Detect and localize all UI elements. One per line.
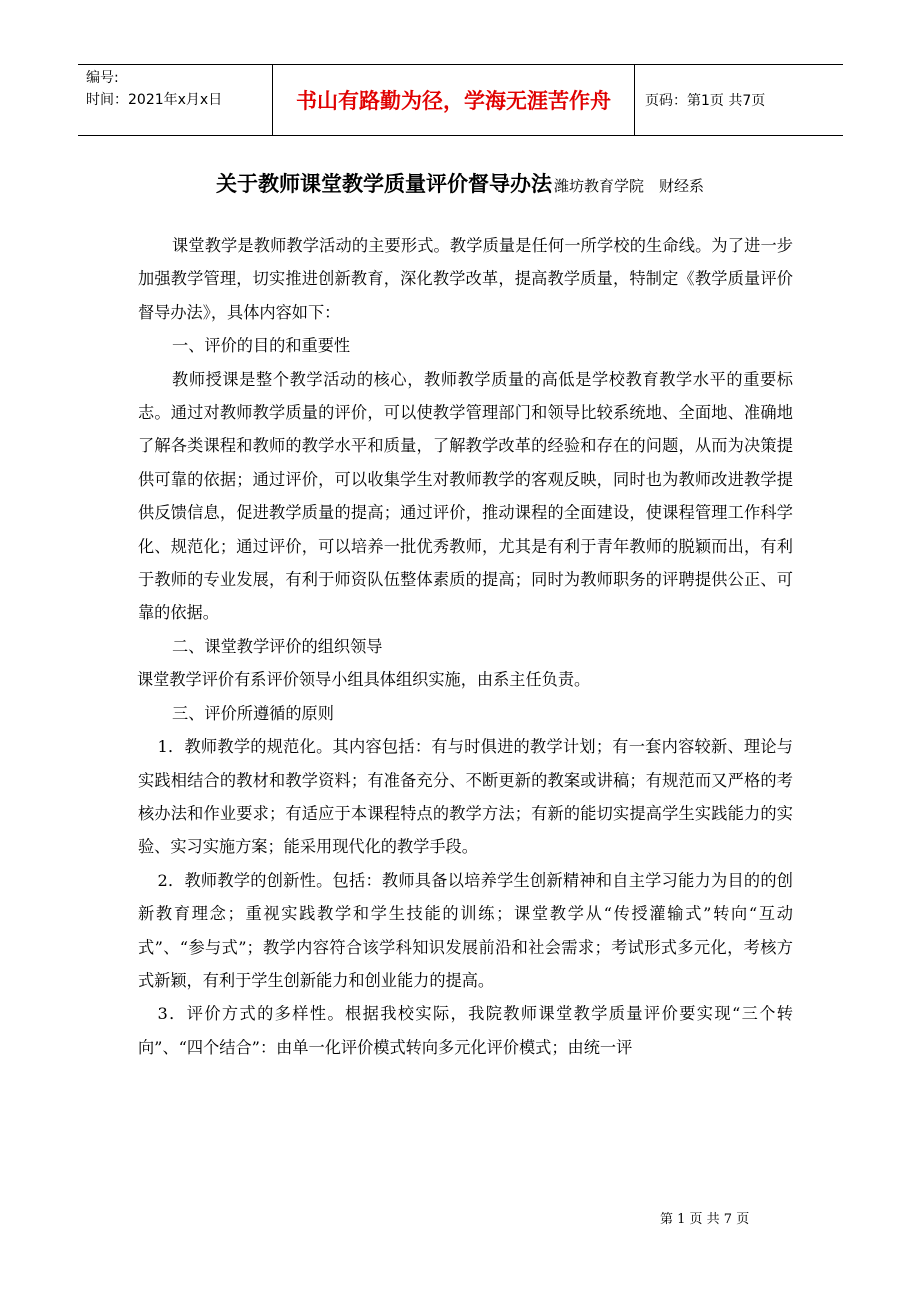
principle-2-paragraph: 2．教师教学的创新性。包括：教师具备以培养学生创新精神和自主学习能力为目的的创新教育理念；重视实践教学和学生技能的训练；课堂教学从“传授灌输式”转向“互动式”、“参与式”；教学内容符合该学科知识发展前沿和社会需求；考试形式多元化，考核方式新颖，有利于学生创新能力和创业能力的提高。 bbox=[138, 870, 793, 990]
page-footer: 第 1 页 共 7 页 bbox=[660, 1212, 750, 1227]
section-1-paragraph: 教师授课是整个教学活动的核心，教师教学质量的高低是学校教育教学水平的重要标志。通过对教师教学质量的评价，可以使教学管理部门和领导比较系统地、全面地、准确地了解各类课程和教师的教学水平和质量，了解教学改革的经验和存在的问题，从而为决策提供可靠的依据；通过评价，可以收集学生对教师教学的客观反映，同时也为教师改进教学提供反馈信息，促进教学质量的提高；通过评价，推动课程的全面建设，使课程管理工作科学化、规范化；通过评价，可以培养一批优秀教师，尤其是有利于青年教师的脱颖而出，有利于教师的专业发展，有利于师资队伍整体素质的提高；同时为教师职务的评聘提供公正、可靠的依据。 bbox=[138, 369, 793, 623]
header-page-code: 页码：第1页 共7页 bbox=[645, 93, 766, 109]
number-label: 编号: bbox=[86, 70, 119, 86]
document-body bbox=[138, 229, 793, 1064]
principle-1-paragraph: 1．教师教学的规范化。其内容包括：有与时俱进的教学计划；有一套内容较新、理论与实践相结合的教材和教学资料；有准备充分、不断更新的教案或讲稿；有规范而又严格的考核办法和作业要求；有适应于本课程特点的教学方法；有新的能切实提高学生实践能力的实验、实习实施方案；能采用现代化的教学手段。 bbox=[138, 737, 793, 857]
section-heading-3: 三、评价所遵循的原则 bbox=[172, 703, 334, 723]
document-subtitle: 潍坊教育学院 财经系 bbox=[553, 177, 704, 195]
time-label: 时间：2021年x月x日 bbox=[86, 92, 223, 108]
section-2-paragraph: 课堂教学评价有系评价领导小组具体组织实施，由系主任负责。 bbox=[137, 670, 591, 690]
section-heading-1: 一、评价的目的和重要性 bbox=[172, 336, 351, 356]
header-motto: 书山有路勤为径，学海无涯苦作舟 bbox=[273, 65, 635, 135]
title-line bbox=[0, 168, 920, 198]
header-meta bbox=[78, 65, 273, 135]
intro-paragraph: 课堂教学是教师教学活动的主要形式。教学质量是任何一所学校的生命线。为了进一步加强教学管理，切实推进创新教育，深化教学改革，提高教学质量，特制定《教学质量评价督导办法》，具体内容如下： bbox=[138, 236, 793, 322]
section-heading-2: 二、课堂教学评价的组织领导 bbox=[172, 636, 383, 656]
principle-3-paragraph: 3．评价方式的多样性。根据我校实际，我院教师课堂教学质量评价要实现“三个转向”、“四个结合”：由单一化评价模式转向多元化评价模式；由统一评 bbox=[138, 1004, 793, 1057]
document-title: 关于教师课堂教学质量评价督导办法 bbox=[215, 172, 552, 196]
document-header bbox=[78, 64, 843, 136]
